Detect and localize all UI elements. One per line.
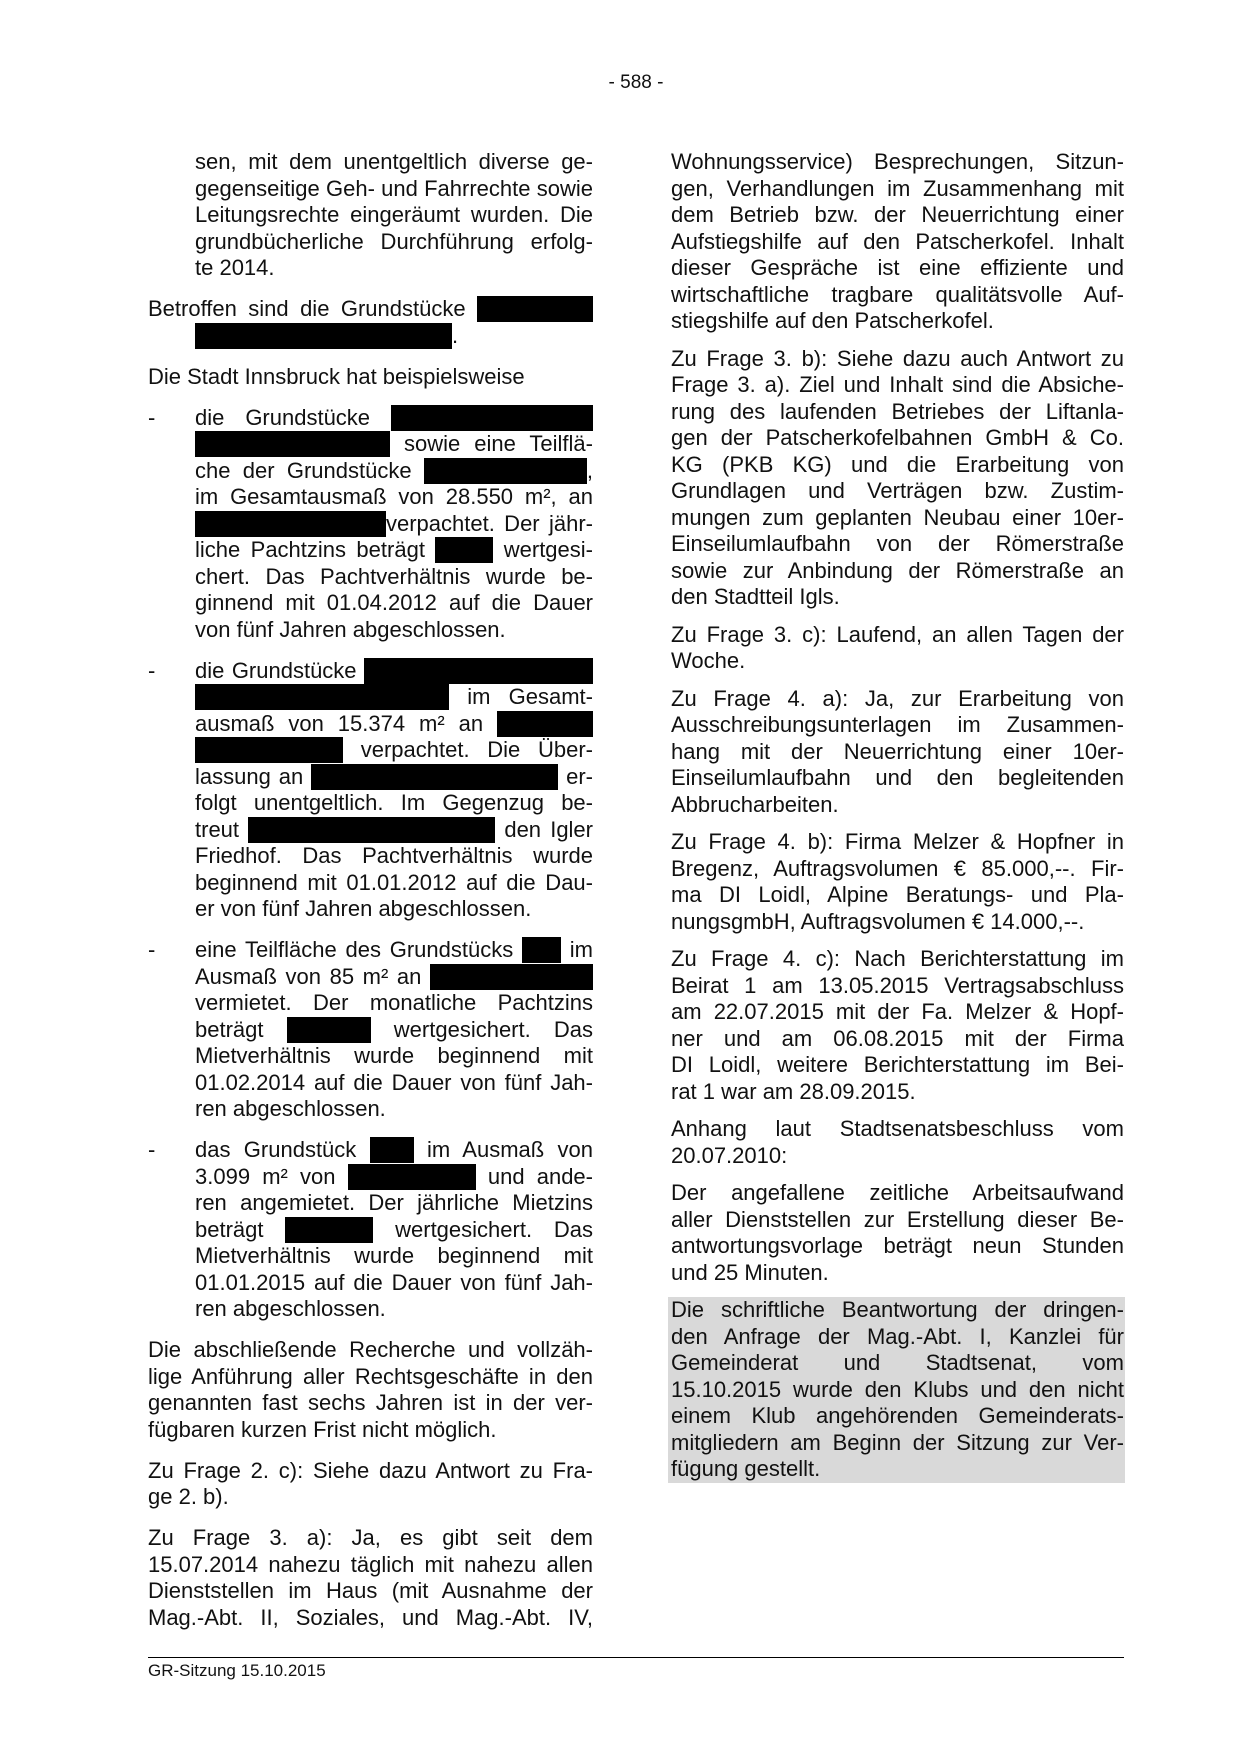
paragraph	[148, 149, 593, 282]
text-line	[671, 1207, 1124, 1234]
text-segment: gen der Patscherkofelbahnen GmbH & Co.	[671, 425, 1124, 450]
text-segment: verpachtet. Die Über-	[343, 737, 593, 762]
text-line	[671, 176, 1124, 203]
text-segment: Ausmaß von 85 m² an	[195, 963, 430, 989]
text-segment: 15.07.2014 nahezu täglich mit nahezu allen	[148, 1551, 593, 1577]
text-line	[671, 1403, 1124, 1430]
text-line	[195, 1043, 593, 1070]
redaction-box	[311, 764, 558, 790]
redaction-box	[195, 323, 452, 349]
text-segment: sowie eine Teilflä-	[390, 431, 593, 456]
text-segment: sen, mit dem unentgeltlich diverse ge-	[195, 149, 593, 174]
redaction-box	[195, 431, 390, 457]
bullet-item	[148, 1137, 593, 1323]
text-segment: wertgesi-	[493, 537, 593, 562]
text-line	[148, 1525, 593, 1552]
redaction-box	[195, 737, 343, 763]
bullet-item	[148, 658, 593, 923]
text-line	[195, 484, 593, 511]
text-line	[195, 964, 593, 991]
text-line	[195, 1190, 593, 1217]
text-segment: 15.10.2015 wurde den Klubs und den nicht	[671, 1376, 1124, 1402]
text-line	[671, 648, 1124, 675]
text-line	[671, 346, 1124, 373]
text-line	[671, 1430, 1124, 1457]
paragraph	[148, 296, 593, 349]
text-line	[195, 1137, 593, 1164]
text-line	[195, 658, 593, 685]
text-line	[671, 1233, 1124, 1260]
text-line	[148, 364, 593, 391]
text-line	[148, 1458, 593, 1485]
text-line	[195, 990, 593, 1017]
text-segment: che der Grundstücke	[195, 457, 424, 483]
text-segment: Einseilumlaufbahn und den begleitenden	[671, 765, 1124, 790]
text-segment: stiegshilfe auf den Patscherkofel.	[671, 308, 994, 333]
text-line	[671, 255, 1124, 282]
text-line	[195, 590, 593, 617]
text-segment: beginnend mit 01.01.2012 auf die Dau-	[195, 869, 593, 895]
text-segment: dieser Gespräche ist eine effiziente und	[671, 255, 1124, 280]
text-line	[148, 1484, 593, 1511]
text-segment: Gemeinderat und Stadtsenat, vom	[671, 1350, 1124, 1375]
text-segment: im Gesamt-	[449, 684, 593, 709]
text-line	[195, 176, 593, 203]
paragraph	[671, 1180, 1124, 1286]
text-segment: treut	[195, 816, 249, 842]
text-line	[671, 1297, 1124, 1324]
text-segment: beträgt	[195, 1016, 287, 1042]
text-line	[671, 829, 1124, 856]
text-segment: Einseilumlaufbahn von der Römerstraße	[671, 531, 1124, 556]
bullet-item	[148, 937, 593, 1123]
text-segment: im	[561, 937, 594, 962]
redaction-box	[195, 684, 449, 710]
text-segment: eine Teilfläche des Grundstücks	[195, 937, 523, 962]
text-segment: und 25 Minuten.	[671, 1259, 829, 1285]
bullet-dash: -	[148, 404, 156, 430]
text-segment: Dienststellen im Haus (mit Ausnahme der	[148, 1578, 593, 1603]
text-line	[195, 1243, 593, 1270]
text-line	[195, 870, 593, 897]
text-line	[671, 946, 1124, 973]
text-segment: lassung an	[195, 763, 312, 789]
redaction-box	[348, 1164, 476, 1190]
text-segment: ma DI Loidl, Alpine Beratungs- und Pla-	[671, 882, 1124, 907]
text-line	[195, 1217, 593, 1244]
text-line	[671, 739, 1124, 766]
text-line	[671, 882, 1124, 909]
text-segment: Die Stadt Innsbruck hat beispielsweise	[148, 363, 525, 389]
text-segment: Beirat 1 am 13.05.2015 Vertragsabschluss	[671, 972, 1124, 998]
text-segment: fügung gestellt.	[671, 1456, 821, 1481]
text-line	[195, 1296, 593, 1323]
text-line	[195, 431, 593, 458]
text-segment: ren abgeschlossen.	[195, 1296, 386, 1321]
text-segment: ausmaß von 15.374 m² an	[195, 710, 497, 736]
bullet-dash: -	[148, 937, 156, 962]
text-segment: lige Anführung aller Rechtsgeschäfte in den	[148, 1363, 593, 1389]
text-segment: te 2014.	[195, 255, 275, 280]
text-segment: Mietverhältnis wurde beginnend mit	[195, 1243, 593, 1268]
text-line	[671, 622, 1124, 649]
text-line	[671, 584, 1124, 611]
text-line	[671, 505, 1124, 532]
text-line	[195, 617, 593, 644]
text-line	[195, 1070, 593, 1097]
text-segment: den Stadtteil Igls.	[671, 584, 840, 609]
text-line	[671, 792, 1124, 819]
text-line	[195, 937, 593, 964]
text-line	[671, 1079, 1124, 1106]
text-segment: Zu Frage 3. b): Siehe dazu auch Antwort zu	[671, 345, 1124, 371]
text-line	[195, 1164, 593, 1191]
text-segment: Zu Frage 3. c): Laufend, an allen Tagen der	[671, 621, 1124, 647]
text-segment: Die abschließende Recherche und vollzäh-	[148, 1337, 593, 1362]
text-line	[148, 296, 593, 323]
text-segment: Aufstiegshilfe auf den Patscherkofel. Inhalt	[671, 228, 1124, 254]
text-segment: ge 2. b).	[148, 1484, 229, 1509]
text-segment: antwortungsvorlage beträgt neun Stunden	[671, 1233, 1124, 1258]
redaction-box	[195, 511, 386, 537]
paragraph	[148, 1337, 593, 1443]
footer-divider	[148, 1657, 1124, 1658]
text-segment: mitgliedern am Beginn der Sitzung zur Ver-	[671, 1429, 1124, 1455]
text-line	[671, 399, 1124, 426]
text-line	[671, 999, 1124, 1026]
left-column	[148, 149, 593, 1631]
text-line	[671, 712, 1124, 739]
text-segment: Friedhof. Das Pachtverhältnis wurde	[195, 843, 593, 868]
text-line	[671, 1143, 1124, 1170]
text-line	[671, 765, 1124, 792]
paragraph	[671, 149, 1124, 335]
text-line	[195, 790, 593, 817]
redaction-box	[391, 405, 593, 431]
text-segment: nungsgmbH, Auftragsvolumen € 14.000,--.	[671, 908, 1085, 934]
text-line	[148, 1364, 593, 1391]
paragraph	[671, 686, 1124, 819]
text-segment: mungen zum geplanten Neubau einer 10er-	[671, 504, 1124, 530]
text-line	[195, 255, 593, 282]
footer-session-label: GR-Sitzung 15.10.2015	[148, 1661, 326, 1680]
text-segment: einem Klub angehörenden Gemeinderats-	[671, 1403, 1124, 1428]
text-segment: Zu Frage 4. c): Nach Berichterstattung im	[671, 946, 1124, 971]
text-segment: KG (PKB KG) und die Erarbeitung von	[671, 451, 1124, 477]
text-line	[671, 1456, 1124, 1483]
text-line	[195, 202, 593, 229]
right-column	[671, 149, 1124, 1483]
paragraph	[148, 1458, 593, 1511]
text-segment: im Ausmaß von	[413, 1137, 593, 1162]
text-line	[148, 323, 593, 350]
text-line	[671, 425, 1124, 452]
text-segment: fügbaren kurzen Frist nicht möglich.	[148, 1416, 497, 1442]
redaction-box	[424, 458, 587, 484]
text-segment: 01.02.2014 auf die Dauer von fünf Jah-	[195, 1069, 593, 1095]
text-segment: im Gesamtausmaß von 28.550 m², an	[195, 484, 593, 509]
text-segment: Die schriftliche Beantwortung der dringen-	[671, 1297, 1124, 1322]
text-line	[195, 564, 593, 591]
highlighted-paragraph	[668, 1297, 1125, 1483]
text-line	[195, 1270, 593, 1297]
text-segment: vermietet. Der monatliche Pachtzins	[195, 990, 593, 1015]
text-segment: ,	[586, 457, 593, 483]
text-segment: ginnend mit 01.04.2012 auf die Dauer	[195, 590, 593, 615]
text-segment: rat 1 war am 28.09.2015.	[671, 1078, 916, 1104]
text-line	[671, 372, 1124, 399]
text-segment: ner und am 06.08.2015 mit der Firma	[671, 1025, 1124, 1051]
text-segment: Mag.-Abt. II, Soziales, und Mag.-Abt. IV,	[148, 1604, 593, 1630]
redaction-box	[287, 1017, 371, 1043]
text-line	[195, 711, 593, 738]
text-line	[195, 149, 593, 176]
paragraph	[671, 946, 1124, 1105]
text-line	[671, 229, 1124, 256]
redaction-box	[435, 537, 493, 563]
text-line	[671, 558, 1124, 585]
text-line	[671, 1260, 1124, 1287]
text-line	[671, 856, 1124, 883]
text-segment: grundbücherliche Durchführung erfolg-	[195, 228, 593, 254]
text-segment: Bregenz, Auftragsvolumen € 85.000,--. Fir-	[671, 855, 1124, 881]
text-segment: Zu Frage 4. b): Firma Melzer & Hopfner in	[671, 829, 1124, 854]
text-segment: 01.01.2015 auf die Dauer von fünf Jah-	[195, 1269, 593, 1295]
text-line	[671, 1052, 1124, 1079]
text-line	[148, 1552, 593, 1579]
text-segment: wirtschaftliche tragbare qualitätsvolle Auf-	[671, 281, 1124, 307]
text-line	[671, 909, 1124, 936]
text-line	[195, 1096, 593, 1123]
text-segment: gegenseitige Geh- und Fahrrechte sowie	[195, 175, 593, 201]
text-segment: Grundlagen und Verträgen bzw. Zustim-	[671, 478, 1124, 503]
text-segment: rung des laufenden Betriebes der Liftanla-	[671, 398, 1124, 424]
text-segment: Betroffen sind die Grundstücke	[148, 296, 477, 321]
text-segment: Zu Frage 2. c): Siehe dazu Antwort zu Fra-	[148, 1457, 593, 1483]
text-line	[671, 1324, 1124, 1351]
text-line	[148, 1390, 593, 1417]
text-line	[671, 1116, 1124, 1143]
text-segment: verpachtet. Der jähr-	[386, 510, 593, 536]
text-line	[195, 896, 593, 923]
text-segment: er von fünf Jahren abgeschlossen.	[195, 896, 532, 921]
text-line	[148, 1337, 593, 1364]
redaction-box	[285, 1217, 373, 1243]
text-segment: den Igler	[495, 816, 593, 842]
text-line	[195, 458, 593, 485]
text-segment: folgt unentgeltlich. Im Gegenzug be-	[195, 790, 593, 815]
text-segment: von fünf Jahren abgeschlossen.	[195, 616, 506, 642]
redaction-box	[370, 1137, 414, 1163]
text-segment: Anhang laut Stadtsenatsbeschluss vom	[671, 1116, 1124, 1141]
redaction-box	[248, 817, 495, 843]
text-line	[195, 1017, 593, 1044]
text-segment: ren angemietet. Der jährliche Mietzins	[195, 1190, 593, 1215]
text-line	[195, 764, 593, 791]
text-segment: den Anfrage der Mag.-Abt. I, Kanzlei für	[671, 1323, 1124, 1349]
text-line	[671, 1180, 1124, 1207]
text-segment: wertgesichert. Das	[370, 1016, 593, 1042]
paragraph	[148, 364, 593, 391]
text-line	[195, 229, 593, 256]
bullet-dash: -	[148, 657, 156, 683]
text-segment: dem Betrieb bzw. der Neuerrichtung einer	[671, 202, 1124, 227]
redaction-box	[364, 658, 593, 684]
text-segment: Wohnungsservice) Besprechungen, Sitzun-	[671, 149, 1124, 174]
text-line	[671, 686, 1124, 713]
text-line	[671, 531, 1124, 558]
redaction-box	[430, 964, 593, 990]
text-segment: Ausschreibungsunterlagen im Zusammen-	[671, 712, 1124, 737]
text-line	[671, 308, 1124, 335]
text-line	[671, 1026, 1124, 1053]
text-line	[195, 843, 593, 870]
text-line	[671, 149, 1124, 176]
text-segment: das Grundstück	[195, 1137, 370, 1162]
paragraph	[148, 1525, 593, 1631]
text-segment: aller Dienststellen zur Erstellung dieser Be-	[671, 1206, 1124, 1232]
bullet-dash: -	[148, 1137, 156, 1162]
text-line	[195, 684, 593, 711]
text-line	[195, 817, 593, 844]
text-segment: hang mit der Neuerrichtung einer 10er-	[671, 738, 1124, 764]
text-line	[195, 511, 593, 538]
text-segment: Leitungsrechte eingeräumt wurden. Die	[195, 202, 593, 227]
text-segment: beträgt	[195, 1216, 286, 1242]
text-line	[148, 1417, 593, 1444]
text-segment: Frage 3. a). Ziel und Inhalt sind die Absiche-	[671, 372, 1124, 397]
text-segment: er-	[558, 763, 593, 789]
text-segment: .	[452, 322, 459, 348]
text-segment: gen, Verhandlungen im Zusammenhang mit	[671, 175, 1124, 201]
text-segment: 20.07.2010:	[671, 1142, 788, 1168]
text-segment: die Grundstücke	[195, 657, 364, 683]
text-segment: die Grundstücke	[195, 404, 391, 430]
text-segment: und ande-	[475, 1163, 593, 1189]
page-number: - 588 -	[608, 72, 664, 93]
text-segment: Mietverhältnis wurde beginnend mit	[195, 1043, 593, 1068]
text-line	[671, 282, 1124, 309]
paragraph	[671, 622, 1124, 675]
text-line	[671, 478, 1124, 505]
text-segment: am 22.07.2015 mit der Fa. Melzer & Hopf-	[671, 999, 1124, 1024]
text-line	[148, 1605, 593, 1632]
text-line	[671, 1350, 1124, 1377]
text-segment: ren abgeschlossen.	[195, 1096, 386, 1121]
text-line	[671, 973, 1124, 1000]
text-segment: Zu Frage 3. a): Ja, es gibt seit dem	[148, 1525, 593, 1550]
redaction-box	[477, 296, 593, 322]
text-segment: liche Pachtzins beträgt	[195, 537, 436, 562]
text-line	[148, 1578, 593, 1605]
text-segment: genannten fast sechs Jahren ist in der ver-	[148, 1390, 593, 1415]
text-line	[195, 405, 593, 432]
text-line	[671, 452, 1124, 479]
redaction-box	[497, 711, 593, 737]
redaction-box	[522, 937, 561, 963]
text-segment: Woche.	[671, 648, 746, 673]
paragraph	[671, 829, 1124, 935]
paragraph	[671, 1116, 1124, 1169]
text-segment: sowie zur Anbindung der Römerstraße an	[671, 557, 1124, 583]
text-segment: chert. Das Pachtverhältnis wurde be-	[195, 563, 593, 589]
text-line	[671, 202, 1124, 229]
text-segment: Zu Frage 4. a): Ja, zur Erarbeitung von	[671, 685, 1124, 711]
text-segment: DI Loidl, weitere Berichterstattung im Bei-	[671, 1052, 1124, 1077]
text-segment: wertgesichert. Das	[373, 1216, 593, 1242]
text-segment: 3.099 m² von	[195, 1163, 348, 1189]
text-line	[195, 537, 593, 564]
text-line	[195, 737, 593, 764]
text-segment: Abbrucharbeiten.	[671, 791, 839, 817]
bullet-item	[148, 405, 593, 644]
text-segment: Der angefallene zeitliche Arbeitsaufwand	[671, 1180, 1124, 1205]
text-line	[671, 1377, 1124, 1404]
paragraph	[671, 346, 1124, 611]
